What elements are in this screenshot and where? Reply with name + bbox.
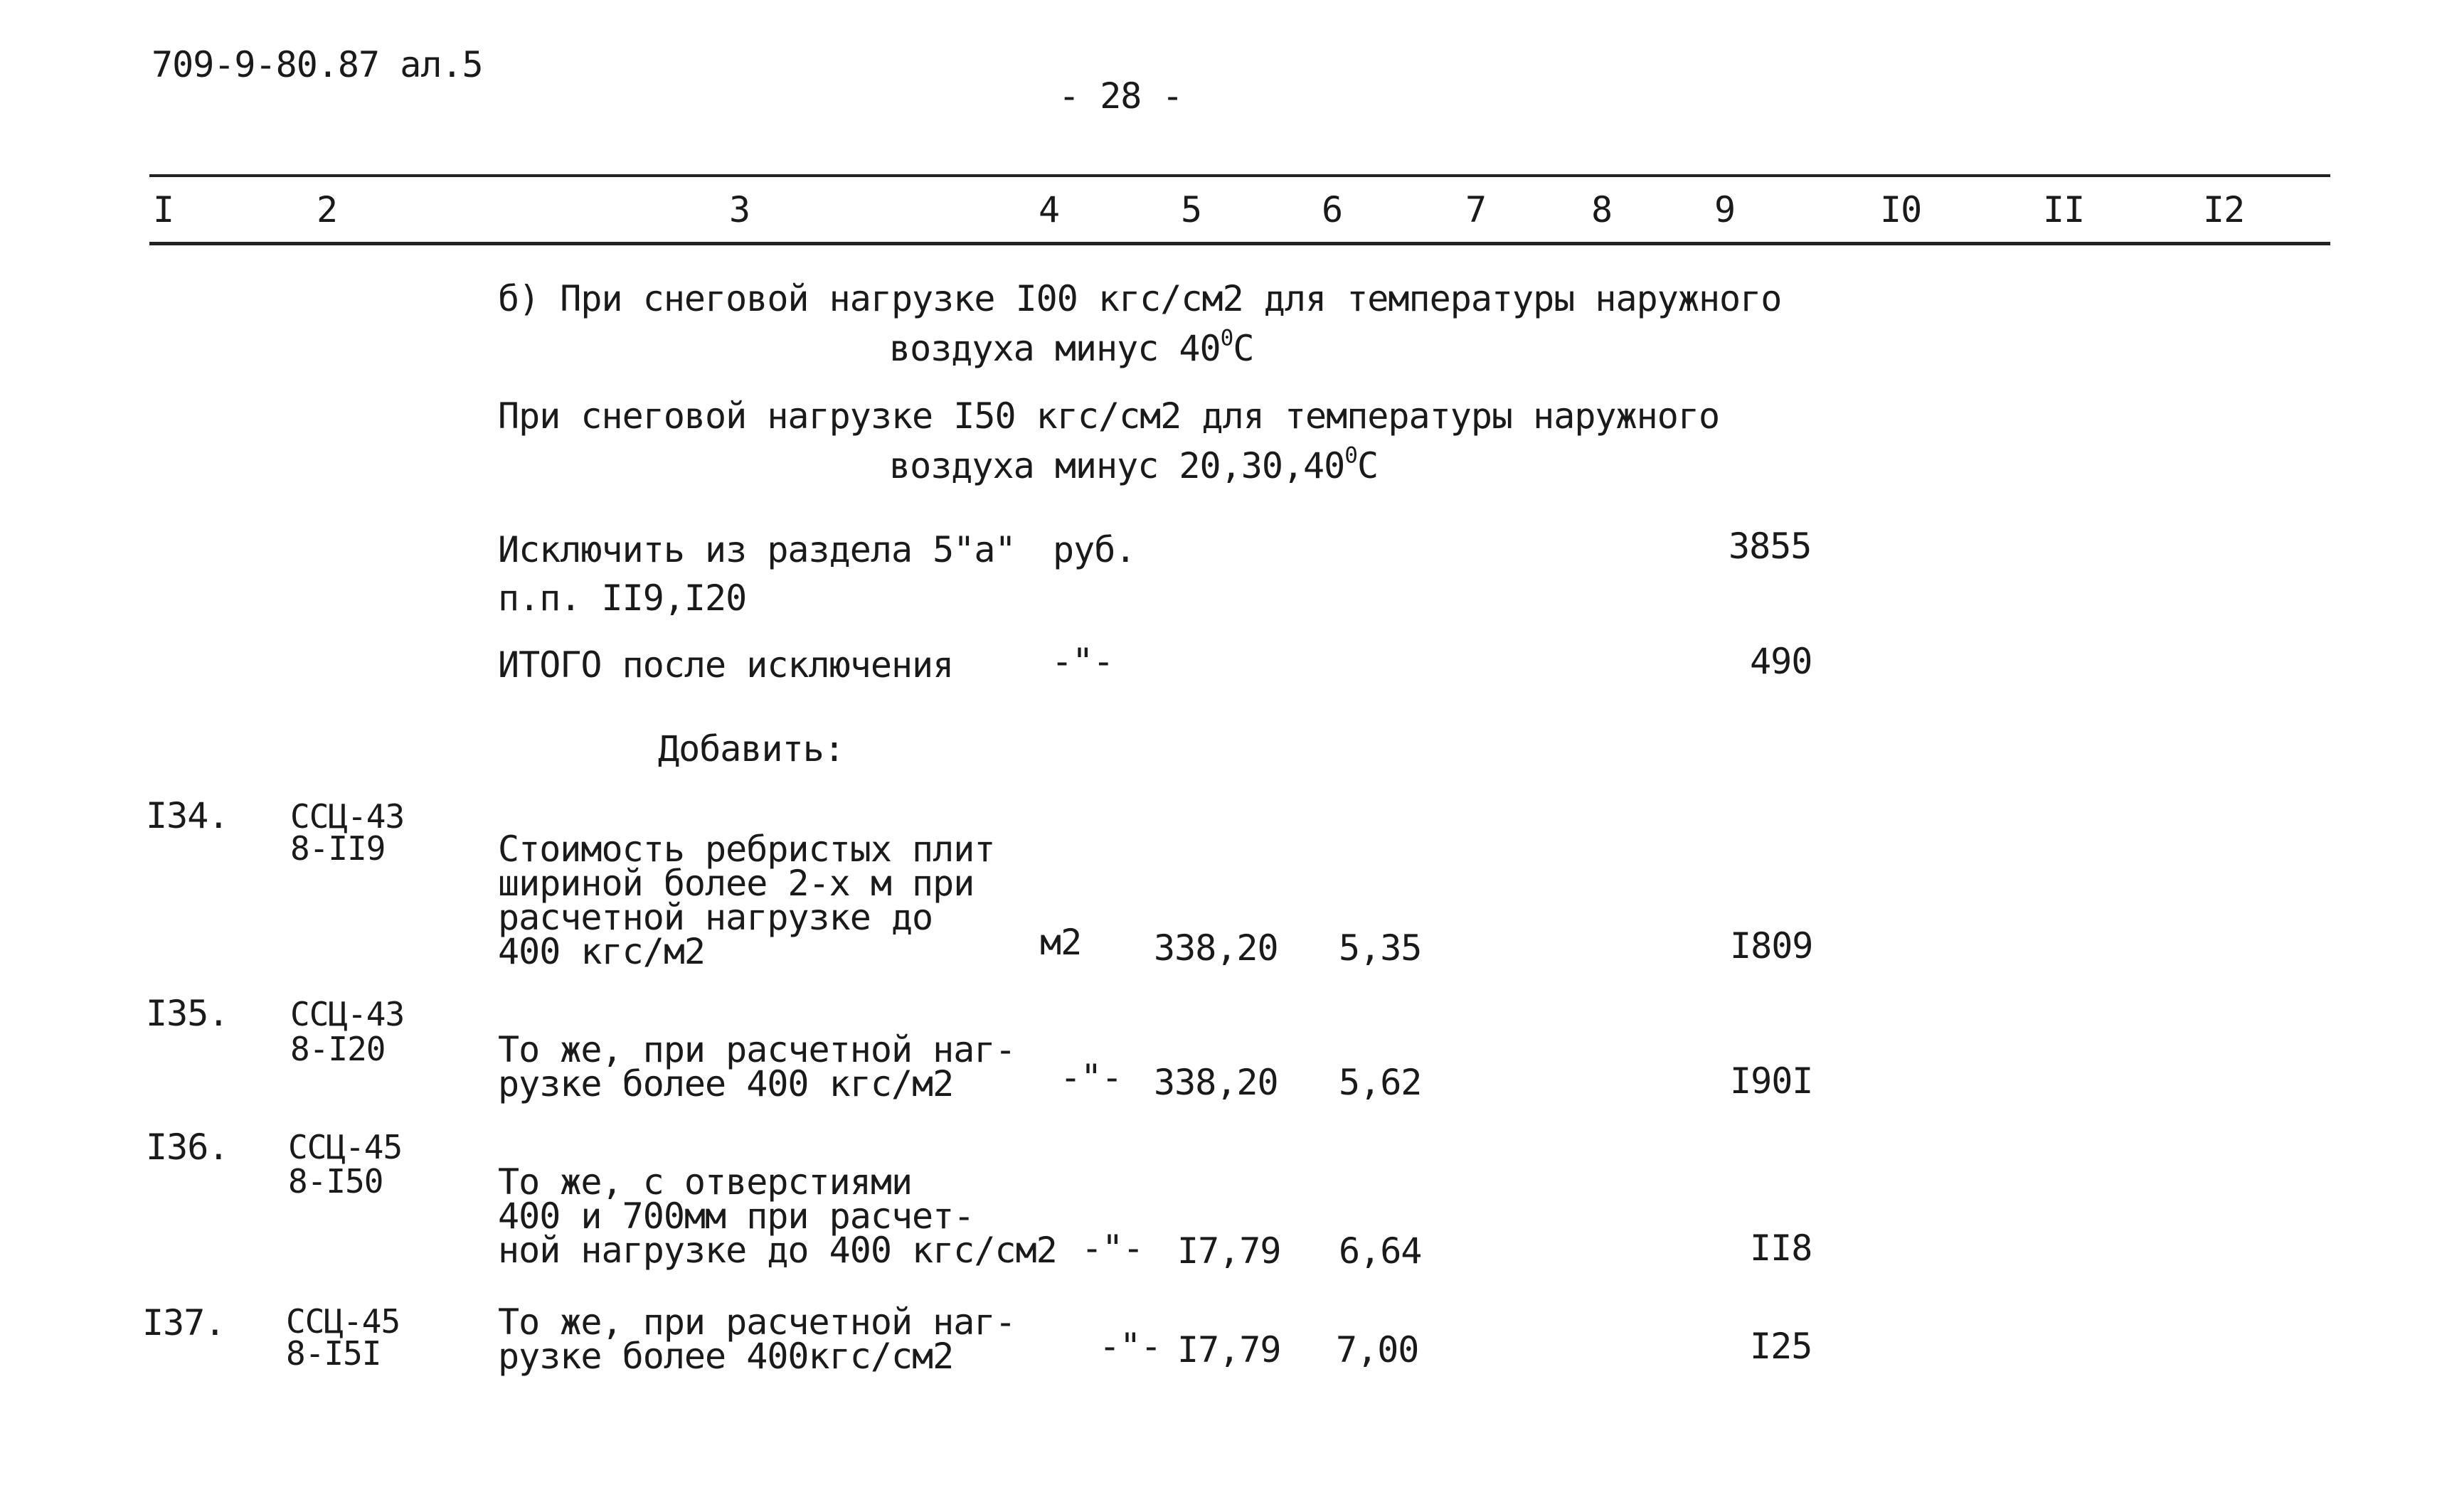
row-unit: -"- [1081,1228,1144,1269]
row-description [498,829,995,972]
row-unit: м2 [1040,922,1082,963]
row-code-1: ССЦ-43 [290,995,405,1033]
exclude-text-line-2: п.п. II9,I20 [498,577,747,619]
column-header: 7 [1465,189,1487,230]
row-description-line: рузке более 400 кгс/м2 [498,1063,954,1104]
add-label: Добавить: [658,728,844,770]
document-code: 709-9-80.87 ал.5 [152,44,483,85]
row-description-line: 400 кгс/м2 [498,931,706,972]
row-quantity: 7,00 [1336,1329,1419,1370]
row-total: I25 [1750,1326,1812,1367]
row-description-line: То же, при расчетной наг- [498,1029,1016,1070]
column-header: 2 [317,189,338,230]
row-description-line: расчетной нагрузке до [498,897,933,938]
row-quantity: 6,64 [1339,1230,1422,1272]
row-code-2: 8-I20 [290,1030,386,1068]
row-code-1: ССЦ-43 [290,797,405,836]
degree-superscript: 0 [1344,442,1357,469]
row-number: I37. [142,1302,225,1343]
row-description-line: То же, при расчетной наг- [498,1301,1016,1343]
column-header: 4 [1039,189,1060,230]
column-header: 5 [1181,189,1202,230]
row-description [498,1301,1016,1377]
section-b-line-4-text: воздуха минус 20,30,40 [889,445,1345,486]
exclude-text-line-1: Исключить из раздела 5"а" [498,529,1016,570]
row-description-line: То же, с отверстиями [498,1161,913,1203]
total-unit: -"- [1051,641,1114,682]
row-quantity: 5,35 [1339,927,1422,969]
row-code-1: ССЦ-45 [288,1128,403,1166]
row-code-1: ССЦ-45 [286,1302,400,1341]
row-description-line: шириной более 2-х м при [498,863,975,904]
exclude-value: 3855 [1729,526,1812,567]
column-header: II [2043,189,2085,230]
column-header: I0 [1880,189,1922,230]
column-header: 6 [1322,189,1343,230]
row-code-2: 8-I50 [288,1162,383,1200]
row-price: I7,79 [1177,1329,1281,1370]
column-header: I2 [2203,189,2245,230]
row-price: I7,79 [1177,1230,1281,1272]
section-b-line-3: При снеговой нагрузке I50 кгс/см2 для температуры наружного [498,395,1720,437]
exclude-unit: руб. [1053,529,1136,570]
row-number: I36. [146,1127,229,1168]
section-b-line-2 [889,325,1254,369]
row-unit: -"- [1099,1326,1162,1367]
table-top-rule [149,174,2330,177]
row-total: I809 [1730,925,1813,967]
row-code-2: 8-II9 [290,829,386,868]
row-quantity: 5,62 [1339,1062,1422,1103]
celsius-mark: С [1356,445,1379,486]
row-code-2: 8-I5I [286,1334,381,1373]
row-description [498,1029,1016,1104]
row-description-line: 400 и 700мм при расчет- [498,1196,975,1237]
row-description-line: Стоимость ребристых плит [498,829,995,870]
page-number: - 28 - [1058,75,1183,117]
celsius-mark: С [1233,328,1254,369]
row-number: I34. [146,795,229,836]
column-header: 8 [1591,189,1613,230]
row-number: I35. [146,993,229,1034]
degree-superscript: 0 [1220,325,1233,351]
total-value: 490 [1750,641,1812,682]
row-total: I90I [1730,1060,1813,1102]
row-description-line: рузке более 400кгс/см2 [498,1336,954,1377]
section-b-line-1: б) При снеговой нагрузке I00 кгс/см2 для температуры наружного [498,278,1782,319]
row-description [498,1161,1057,1271]
row-price: 338,20 [1154,1062,1278,1103]
row-total: II8 [1750,1228,1812,1269]
column-header: I [153,189,174,230]
total-text: ИТОГО после исключения [498,644,954,686]
row-price: 338,20 [1154,927,1278,969]
table-header-bottom-rule [149,242,2330,245]
column-header: 3 [729,189,750,230]
section-b-line-4 [889,442,1379,486]
row-unit: -"- [1060,1057,1122,1098]
section-b-line-2-text: воздуха минус 40 [889,328,1221,369]
row-description-line: ной нагрузке до 400 кгс/см2 [498,1230,1057,1271]
column-header: 9 [1714,189,1736,230]
